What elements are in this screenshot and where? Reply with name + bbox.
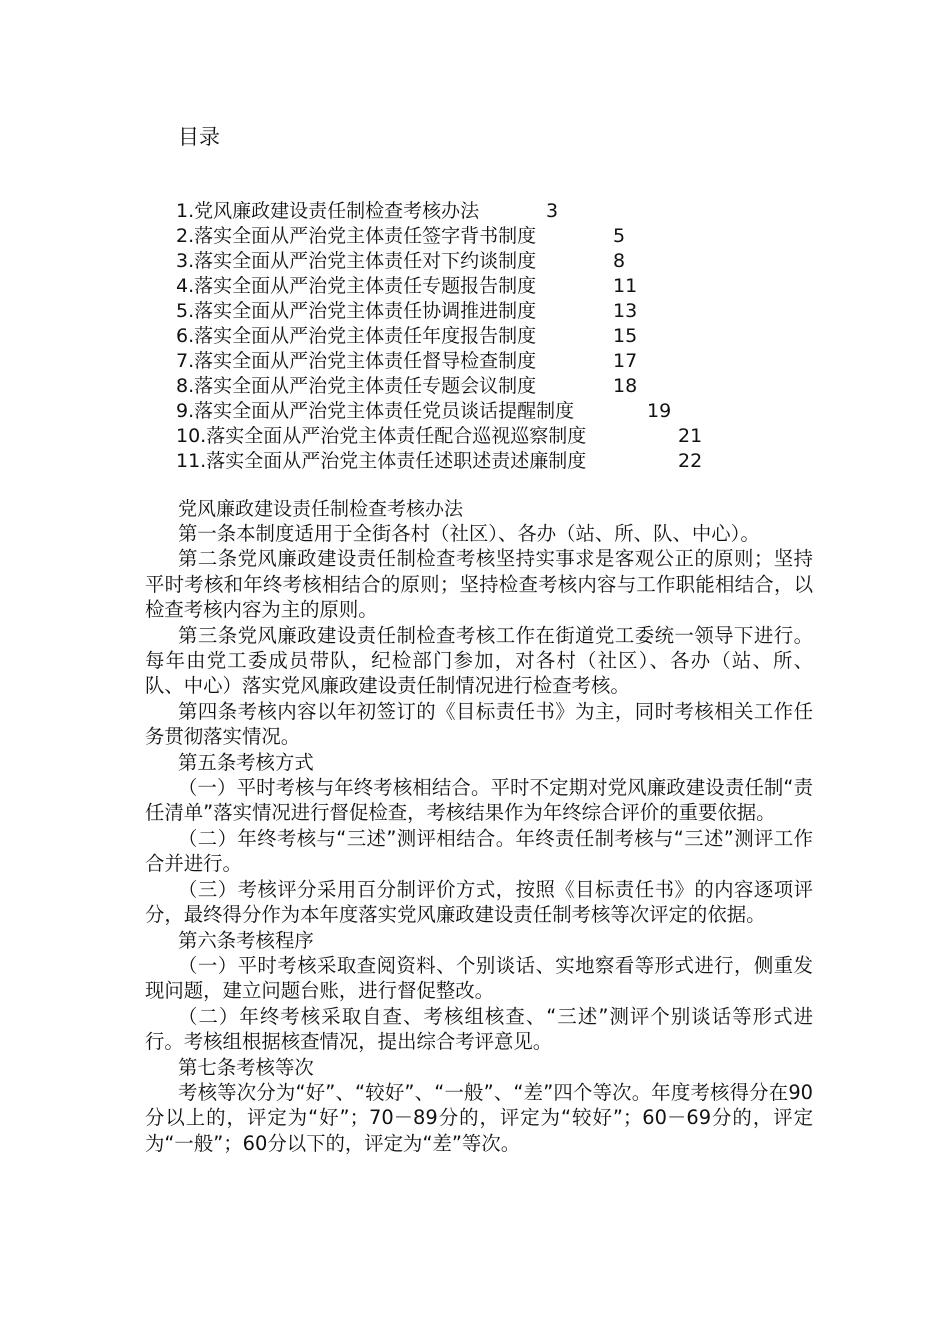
toc-item-label: 9.落实全面从严治党主体责任党员谈话提醒制度 <box>176 400 575 422</box>
toc-item[interactable] <box>176 374 796 399</box>
toc-item[interactable] <box>176 399 796 424</box>
document-title: 党风廉政建设责任制检查考核办法 <box>178 498 464 520</box>
toc-title: 目录 <box>178 125 220 149</box>
toc-item-label: 6.落实全面从严治党主体责任年度报告制度 <box>176 325 537 347</box>
toc-item-page: 13 <box>613 300 638 322</box>
article-3: 第三条党风廉政建设责任制检查考核工作在街道党工委统一领导下进行。每年由党工委成员带队，纪检部门参加，对各村（社区）、各办（站、所、队、中心）落实党风廉政建设责任制情况进行检查考核。 <box>145 623 813 698</box>
article-2: 第二条党风廉政建设责任制检查考核坚持实事求是客观公正的原则；坚持平时考核和年终考核相结合的原则；坚持检查考核内容与工作职能相结合，以检查考核内容为主的原则。 <box>145 547 813 622</box>
toc-item[interactable] <box>176 199 796 224</box>
article-1: 第一条本制度适用于全街各村（社区）、各办（站、所、队、中心）。 <box>178 522 760 545</box>
toc-item-label: 5.落实全面从严治党主体责任协调推进制度 <box>176 300 537 322</box>
toc-item-page: 21 <box>678 425 703 447</box>
toc-item[interactable] <box>176 349 796 374</box>
article-5-item-1: （一）平时考核与年终考核相结合。平时不定期对党风廉政建设责任制“责任清单”落实情况进行督促检查，考核结果作为年终综合评价的重要依据。 <box>145 776 813 825</box>
toc-item[interactable] <box>176 449 796 474</box>
toc-item-label: 4.落实全面从严治党主体责任专题报告制度 <box>176 275 537 297</box>
toc-item[interactable] <box>176 249 796 274</box>
toc-item-page: 15 <box>613 325 638 347</box>
toc-item[interactable] <box>176 324 796 349</box>
article-5-item-3: （三）考核评分采用百分制评价方式，按照《目标责任书》的内容逐项评分，最终得分作为本年度落实党风廉政建设责任制考核等次评定的依据。 <box>145 877 813 927</box>
toc-item-page: 18 <box>613 375 638 397</box>
article-5-item-2: （二）年终考核与“三述”测评相结合。年终责任制考核与“三述”测评工作合并进行。 <box>145 826 813 876</box>
toc-item-page: 11 <box>613 275 638 297</box>
article-5-heading: 第五条考核方式 <box>178 750 314 774</box>
article-7-body: 考核等次分为“好”、“较好”、“一般”、“差”四个等次。年度考核得分在90分以上的，评定为“好”；70－89分的，评定为“较好”；60－69分的，评定为“一般”；60分以下的，评定为“差”等次。 <box>145 1080 813 1155</box>
toc-item-page: 17 <box>613 350 638 372</box>
toc-item-page: 19 <box>647 400 672 422</box>
toc-item-page: 8 <box>613 250 626 272</box>
toc-item-page: 5 <box>613 225 626 247</box>
toc-item[interactable] <box>176 424 796 449</box>
table-of-contents <box>176 199 796 474</box>
toc-item-label: 10.落实全面从严治党主体责任配合巡视巡察制度 <box>176 425 587 447</box>
toc-item-label: 11.落实全面从严治党主体责任述职述责述廉制度 <box>176 450 587 472</box>
toc-item[interactable] <box>176 299 796 324</box>
document-body <box>145 521 813 1156</box>
article-6-heading: 第六条考核程序 <box>178 928 314 952</box>
article-6-item-2: （二）年终考核采取自查、考核组核查、“三述”测评个别谈话等形式进行。考核组根据核查情况，提出综合考评意见。 <box>145 1004 813 1054</box>
toc-item-page: 22 <box>678 450 703 472</box>
toc-item-label: 1.党风廉政建设责任制检查考核办法 <box>176 200 480 222</box>
toc-item[interactable] <box>176 274 796 299</box>
toc-item[interactable] <box>176 224 796 249</box>
toc-item-label: 8.落实全面从严治党主体责任专题会议制度 <box>176 375 537 397</box>
article-6-item-1: （一）平时考核采取查阅资料、个别谈话、实地察看等形式进行，侧重发现问题，建立问题台账，进行督促整改。 <box>145 953 813 1003</box>
toc-item-label: 2.落实全面从严治党主体责任签字背书制度 <box>176 225 537 247</box>
toc-item-page: 3 <box>546 200 559 222</box>
article-4: 第四条考核内容以年初签订的《目标责任书》为主，同时考核相关工作任务贯彻落实情况。 <box>145 699 813 749</box>
toc-item-label: 7.落实全面从严治党主体责任督导检查制度 <box>176 350 537 372</box>
article-7-heading: 第七条考核等次 <box>178 1055 314 1079</box>
toc-item-label: 3.落实全面从严治党主体责任对下约谈制度 <box>176 250 537 272</box>
